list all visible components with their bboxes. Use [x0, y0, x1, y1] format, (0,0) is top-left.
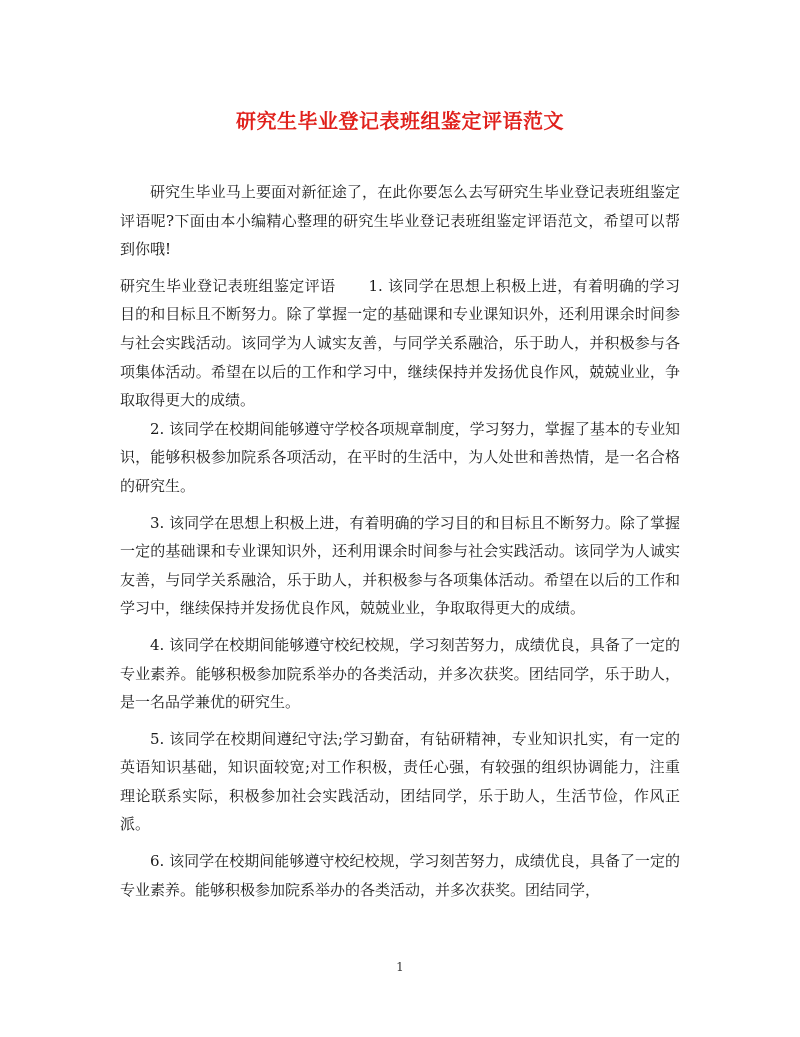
document-title: 研究生毕业登记表班组鉴定评语范文 — [236, 109, 564, 133]
item-paragraph-5: 5. 该同学在校期间遵纪守法;学习勤奋，有钻研精神，专业知识扎实，有一定的英语知识基础，知识面较宽;对工作积极，责任心强，有较强的组织协调能力，注重理论联系实际，积极参加社会实践活动，团结同学，乐于助人，生活节俭，作风正派。 — [120, 729, 680, 834]
item-paragraph-3: 3. 该同学在思想上积极上进，有着明确的学习目的和目标且不断努力。除了掌握一定的基础课和专业课知识外，还利用课余时间参与社会实践活动。该同学为人诚实友善，与同学关系融洽，乐于助人，并积极参与各项集体活动。希望在以后的工作和学习中，继续保持并发扬优良作风，兢兢业业，争取取得更大的成绩。 — [120, 513, 680, 618]
intro-paragraph: 研究生毕业马上要面对新征途了，在此你要怎么去写研究生毕业登记表班组鉴定评语呢?下面由本小编精心整理的研究生毕业登记表班组鉴定评语范文，希望可以帮到你哦! — [120, 183, 680, 259]
document-body — [120, 178, 680, 912]
item-text-1: 1. 该同学在思想上积极上进，有着明确的学习目的和目标且不断努力。除了掌握一定的基础课和专业课知识外，还利用课余时间参与社会实践活动。该同学为人诚实友善，与同学关系融洽，乐于助人，并积极参与各项集体活动。希望在以后的工作和学习中，继续保持并发扬优良作风，兢兢业业，争取取得更大的成绩。 — [120, 276, 680, 410]
item-paragraph-4: 4. 该同学在校期间能够遵守校纪校规，学习刻苦努力，成绩优良，具备了一定的专业素养。能够积极参加院系举办的各类活动，并多次获奖。团结同学，乐于助人，是一名品学兼优的研究生。 — [120, 635, 680, 712]
item-paragraph-6: 6. 该同学在校期间能够遵守校纪校规，学习刻苦努力，成绩优良，具备了一定的专业素养。能够积极参加院系举办的各类活动，并多次获奖。团结同学， — [120, 852, 680, 899]
item-paragraph-2: 2. 该同学在校期间能够遵守学校各项规章制度，学习努力，掌握了基本的专业知识，能够积极参加院系各项活动，在平时的生活中，为人处世和善热情，是一名合格的研究生。 — [120, 419, 680, 495]
item-paragraph-1 — [120, 272, 680, 415]
page-number: 1 — [396, 960, 404, 974]
section-heading: 研究生毕业登记表班组鉴定评语 — [120, 276, 336, 295]
document-page — [120, 0, 680, 1037]
